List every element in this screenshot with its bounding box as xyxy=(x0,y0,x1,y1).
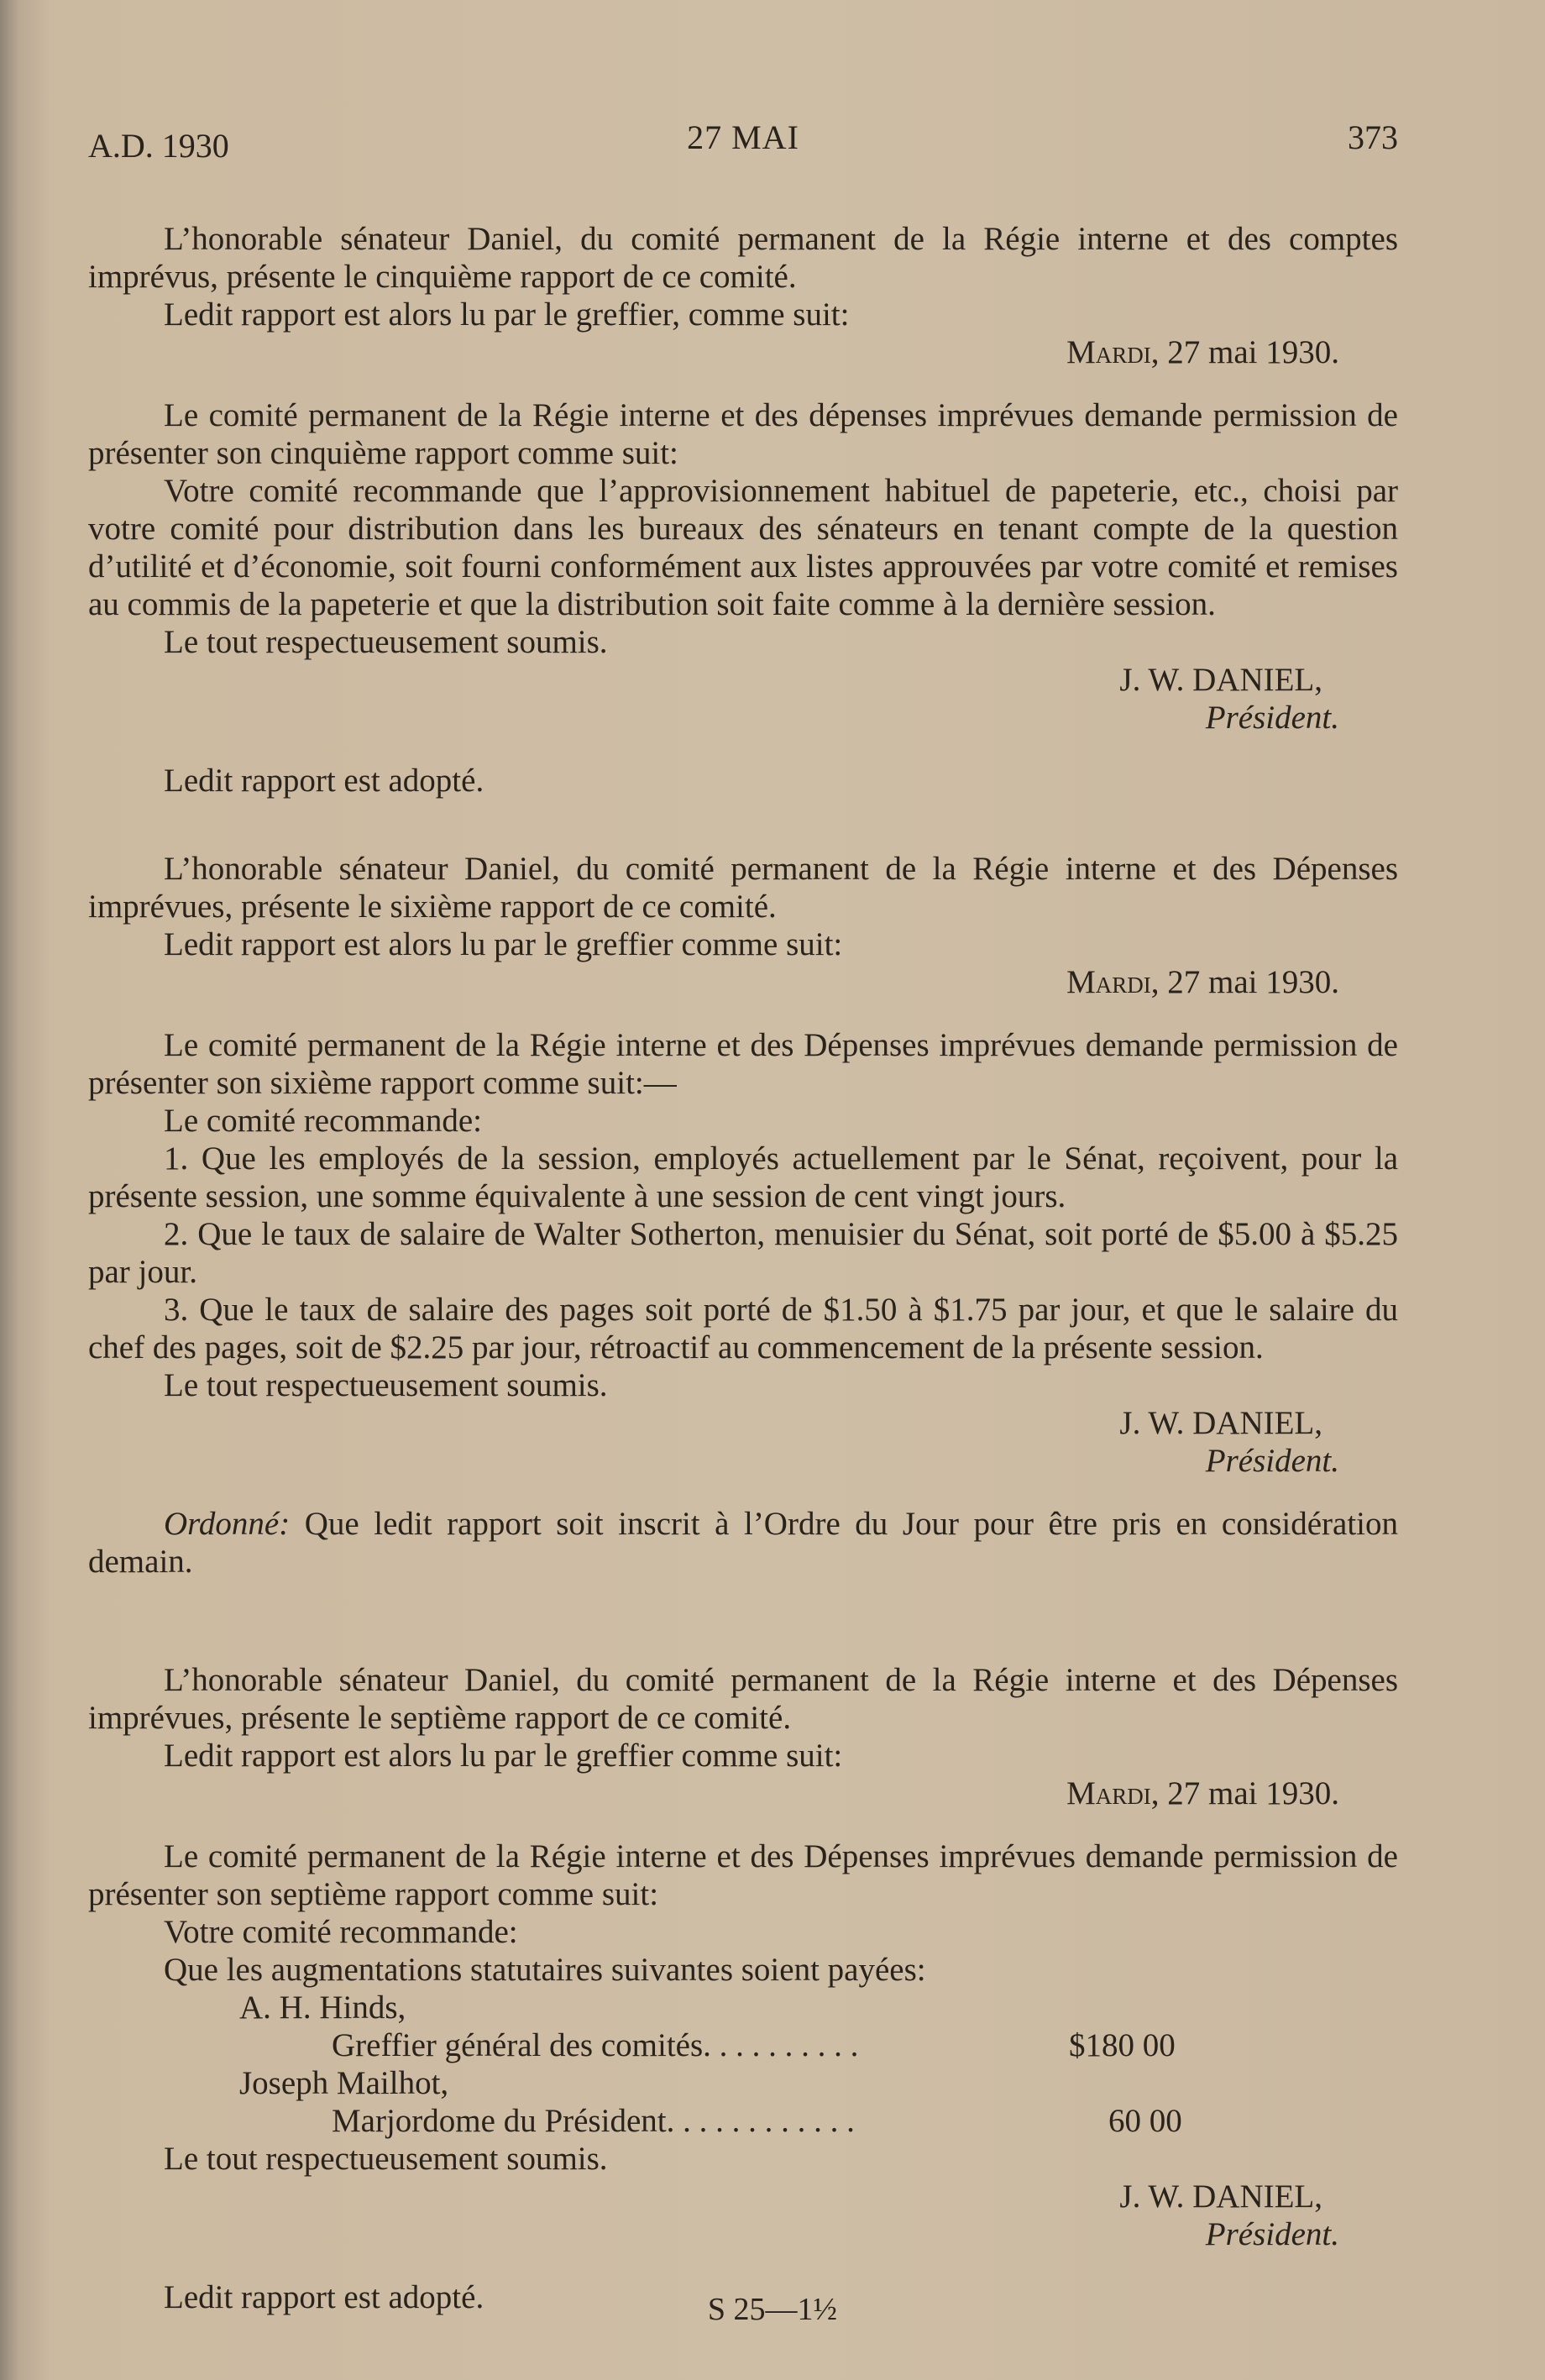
paragraph: L’honorable sénateur Daniel, du comité permanent de la Régie interne et des comptes imprévus, présente le cinquième rapport de ce comité. xyxy=(88,221,1398,295)
signature-title: Président. xyxy=(1205,1443,1339,1479)
ordered-label: Ordonné: xyxy=(164,1506,291,1542)
payee-name: A. H. Hinds, xyxy=(239,1989,406,2026)
payee-name: Joseph Mailhot, xyxy=(239,2065,449,2101)
paragraph: Ledit rapport est alors lu par le greffier, comme suit: xyxy=(164,296,850,333)
paragraph: Votre comité recommande: xyxy=(164,1914,518,1950)
paragraph: L’honorable sénateur Daniel, du comité permanent de la Régie interne et des Dépenses imprévues, présente le sixième rapport de ce comité. xyxy=(88,851,1398,925)
report-date xyxy=(88,963,1339,1001)
paragraph: Le comité recommande: xyxy=(164,1103,482,1139)
page-footer-signature-mark: S 25—1½ xyxy=(707,2292,838,2327)
fifth-report xyxy=(88,220,1398,799)
paragraph: Ledit rapport est alors lu par le greffier comme suit: xyxy=(164,926,843,962)
date-rest: , 27 mai 1930. xyxy=(1150,964,1339,1000)
signature: J. W. DANIEL, xyxy=(1119,662,1322,698)
signature-title: Président. xyxy=(1205,700,1339,736)
header-year: A.D. 1930 xyxy=(88,127,229,165)
report-date xyxy=(88,333,1339,371)
paragraph: Que les augmentations statutaires suivantes soient payées: xyxy=(164,1952,926,1988)
signature: J. W. DANIEL, xyxy=(1119,2178,1322,2215)
list-item: 2. Que le taux de salaire de Walter Sotherton, menuisier du Sénat, soit porté de $5.00 à $5.25 par jour. xyxy=(88,1216,1398,1290)
payee-role: Greffier général des comités. . . . . . . . . . xyxy=(332,2027,859,2063)
date-rest: , 27 mai 1930. xyxy=(1150,334,1339,370)
page-header xyxy=(88,118,1398,168)
payee-amount: 60 00 xyxy=(1108,2103,1182,2139)
ordered-text: Que ledit rapport soit inscrit à l’Ordre du Jour pour être pris en considération demain. xyxy=(88,1506,1398,1580)
paragraph: Le tout respectueusement soumis. xyxy=(164,1367,608,1403)
paragraph: Le comité permanent de la Régie interne et des Dépenses imprévues demande permission de présenter son septième rapport comme suit: xyxy=(88,1838,1398,1912)
payee-amount: $180 00 xyxy=(1069,2027,1176,2063)
date-day: Mardi xyxy=(1066,1775,1151,1811)
signature-title: Président. xyxy=(1205,2216,1339,2252)
date-day: Mardi xyxy=(1066,964,1151,1000)
page-number: 373 xyxy=(1348,118,1398,156)
report-date xyxy=(88,1775,1339,1812)
list-item: 1. Que les employés de la session, employés actuellement par le Sénat, reçoivent, pour la présente session, une somme équivalente à une session de cent vingt jours. xyxy=(88,1140,1398,1214)
ledger-row xyxy=(88,2026,1398,2064)
paragraph: Le tout respectueusement soumis. xyxy=(164,2141,608,2177)
seventh-report xyxy=(88,1661,1398,2316)
paragraph: Votre comité recommande que l’approvisionnement habituel de papeterie, etc., choisi par votre comité pour distribution dans les bureaux des sénateurs en tenant compte de la question d’utilité et d’économie, soit fourni conformément aux listes approuvées par votre comité et remises au commis de la papeterie et que la distribution soit faite comme à la dernière session. xyxy=(88,473,1398,622)
sixth-report xyxy=(88,850,1398,1581)
date-day: Mardi xyxy=(1066,334,1151,370)
list-item: 3. Que le taux de salaire des pages soit porté de $1.50 à $1.75 par jour, et que le salaire du chef des pages, soit de $2.25 par jour, rétroactif au commencement de la présente session. xyxy=(88,1292,1398,1366)
paragraph: Ledit rapport est adopté. xyxy=(164,2279,484,2315)
paragraph: Ledit rapport est alors lu par le greffier comme suit: xyxy=(164,1738,843,1774)
date-rest: , 27 mai 1930. xyxy=(1150,1775,1339,1811)
ledger-row xyxy=(88,2064,1398,2102)
payee-role: Marjordome du Président. . . . . . . . . . . . xyxy=(332,2103,855,2139)
paragraph: L’honorable sénateur Daniel, du comité permanent de la Régie interne et des Dépenses imprévues, présente le septième rapport de ce comité. xyxy=(88,1662,1398,1736)
paragraph: Le comité permanent de la Régie interne et des Dépenses imprévues demande permission de présenter son sixième rapport comme suit:— xyxy=(88,1027,1398,1101)
paragraph: Ledit rapport est adopté. xyxy=(164,763,484,799)
paragraph: Le tout respectueusement soumis. xyxy=(164,624,608,660)
paragraph: Le comité permanent de la Régie interne et des dépenses imprévues demande permission de présenter son cinquième rapport comme suit: xyxy=(88,397,1398,471)
signature: J. W. DANIEL, xyxy=(1119,1405,1322,1441)
ordered-paragraph xyxy=(88,1505,1398,1581)
ledger-row xyxy=(88,2102,1398,2140)
header-date: 27 MAI xyxy=(687,118,799,156)
ledger-row xyxy=(88,1989,1398,2026)
